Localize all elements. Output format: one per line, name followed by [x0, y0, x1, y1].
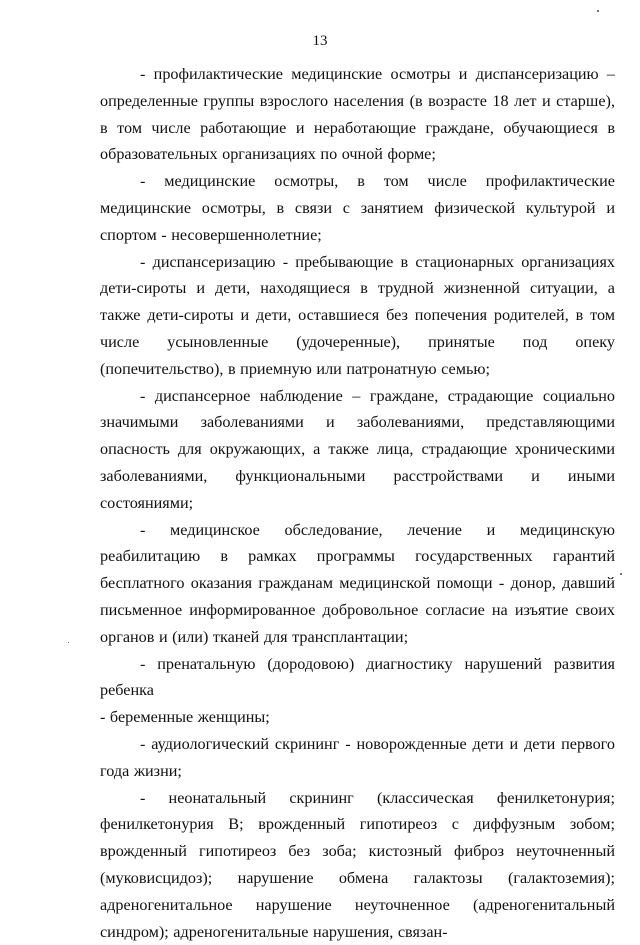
paragraph-preventive-checkups: - профилактические медицинские осмотры и диспансеризацию – определенные группы взрослого населения (в возрасте 18 лет и старше), в том числе работающие и неработающие граждане, обучающиеся в образовательных организациях по очной форме;	[100, 65, 615, 164]
paragraph-prenatal-diagnostics: - пренатальную (дородовою) диагностику нарушений развития ребенка	[100, 654, 615, 700]
paragraph-pregnant-women: - беременные женщины;	[100, 708, 270, 727]
paragraph-audiology-screening: - аудиологический скрининг - новорожденные дети и дети первого года жизни;	[100, 734, 615, 780]
paragraph-dispensary-observation: - диспансерное наблюдение – граждане, страдающие социально значимыми заболеваниями и заболеваниями, представляющими опасность для окружающих, а также лица, страдающие хроническими заболеваниями, функциональными расстройствами и иными состояниями;	[100, 386, 615, 512]
paragraph-medical-checkups-sport: - медицинские осмотры, в том числе профилактические медицинские осмотры, в связи с занятием физической культурой и спортом - несовершеннолетние;	[100, 172, 615, 244]
paragraph-orphans-dispensarization: - диспансеризацию - пребывающие в стационарных организациях дети-сироты и дети, находящиеся в трудной жизненной ситуации, а также дети-сироты и дети, оставшиеся без попечения родителей, в том числе усыновленные (удочеренные), принятые под опеку (попечительство), в приемную или патронатную семью;	[100, 252, 615, 378]
document-body	[100, 61, 615, 945]
page-number: 13	[312, 33, 328, 49]
scan-speck-left-margin	[68, 642, 69, 643]
paragraph-donor-examination: - медицинское обследование, лечение и медицинскую реабилитацию в рамках программы государственных гарантий бесплатного оказания гражданам медицинской помощи - донор, давший письменное информированное добровольное согласие на изъятие своих органов и (или) тканей для трансплантации;	[100, 520, 615, 646]
paragraph-neonatal-screening: - неонатальный скрининг (классическая фенилкетонурия; фенилкетонурия В; врожденный гипотиреоз с диффузным зобом; врожденный гипотиреоз без зоба; кистозный фиброз неуточненный (муковисцидоз); нарушение обмена галактозы (галактоземия); адреногенитальное нарушение неуточненное (адреногенитальный синдром); адреногенитальные нарушения, связан-	[100, 788, 615, 941]
scan-speck-top-right	[597, 10, 599, 12]
scan-speck-right-margin	[620, 573, 622, 575]
